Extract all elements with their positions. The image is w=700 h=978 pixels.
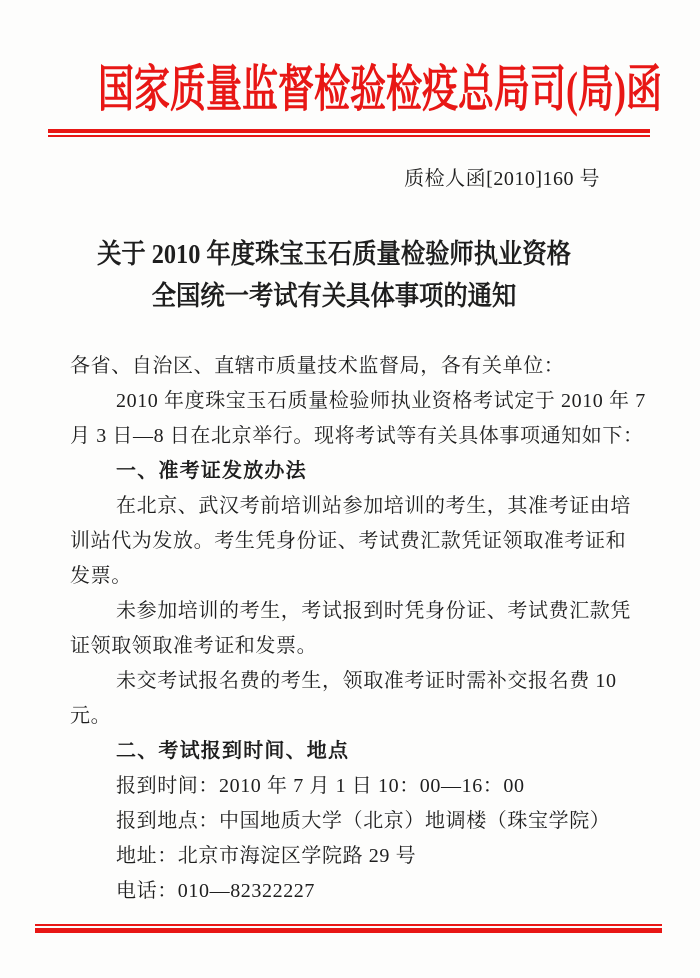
body-line: 地址：北京市海淀区学院路 29 号 (116, 845, 417, 867)
body-line: 电话：010—82322227 (116, 880, 315, 902)
document-number: 质检人函[2010]160 号 (404, 168, 600, 190)
section-heading: 一、准考证发放办法 (116, 460, 307, 482)
body-line: 未交考试报名费的考生，领取准考证时需补交报名费 10 (116, 670, 617, 692)
body-text (70, 349, 645, 909)
body-line: 未参加培训的考生，考试报到时凭身份证、考试费汇款凭 (116, 600, 631, 622)
letterhead-title: 国家质量监督检验检疫总局司(局)函 (97, 61, 662, 117)
rule-thin-bar (48, 135, 650, 137)
body-line: 发票。 (70, 565, 132, 587)
letterhead-divider-rule (48, 129, 650, 137)
notice-title-line-2: 全国统一考试有关具体事项的通知 (151, 281, 517, 311)
body-line: 训站代为发放。考生凭身份证、考试费汇款凭证领取准考证和 (70, 530, 627, 552)
body-line: 报到地点：中国地质大学（北京）地调楼（珠宝学院） (116, 810, 611, 832)
body-line: 月 3 日—8 日在北京举行。现将考试等有关具体事项通知如下： (70, 425, 644, 447)
rule-thick-bar (35, 928, 662, 933)
section-heading: 二、考试报到时间、地点 (116, 740, 350, 762)
body-line: 证领取领取准考证和发票。 (70, 635, 318, 657)
body-line: 2010 年度珠宝玉石质量检验师执业资格考试定于 2010 年 7 (116, 390, 646, 412)
body-line: 元。 (70, 705, 112, 727)
body-line: 报到时间：2010 年 7 月 1 日 10：00—16：00 (116, 775, 525, 797)
body-line: 在北京、武汉考前培训站参加培训的考生，其准考证由培 (116, 495, 631, 517)
notice-title (33, 233, 634, 317)
body-line: 各省、自治区、直辖市质量技术监督局，各有关单位： (70, 355, 565, 377)
footer-divider-rule (35, 924, 662, 933)
notice-title-line-1: 关于 2010 年度珠宝玉石质量检验师执业资格 (97, 239, 571, 269)
